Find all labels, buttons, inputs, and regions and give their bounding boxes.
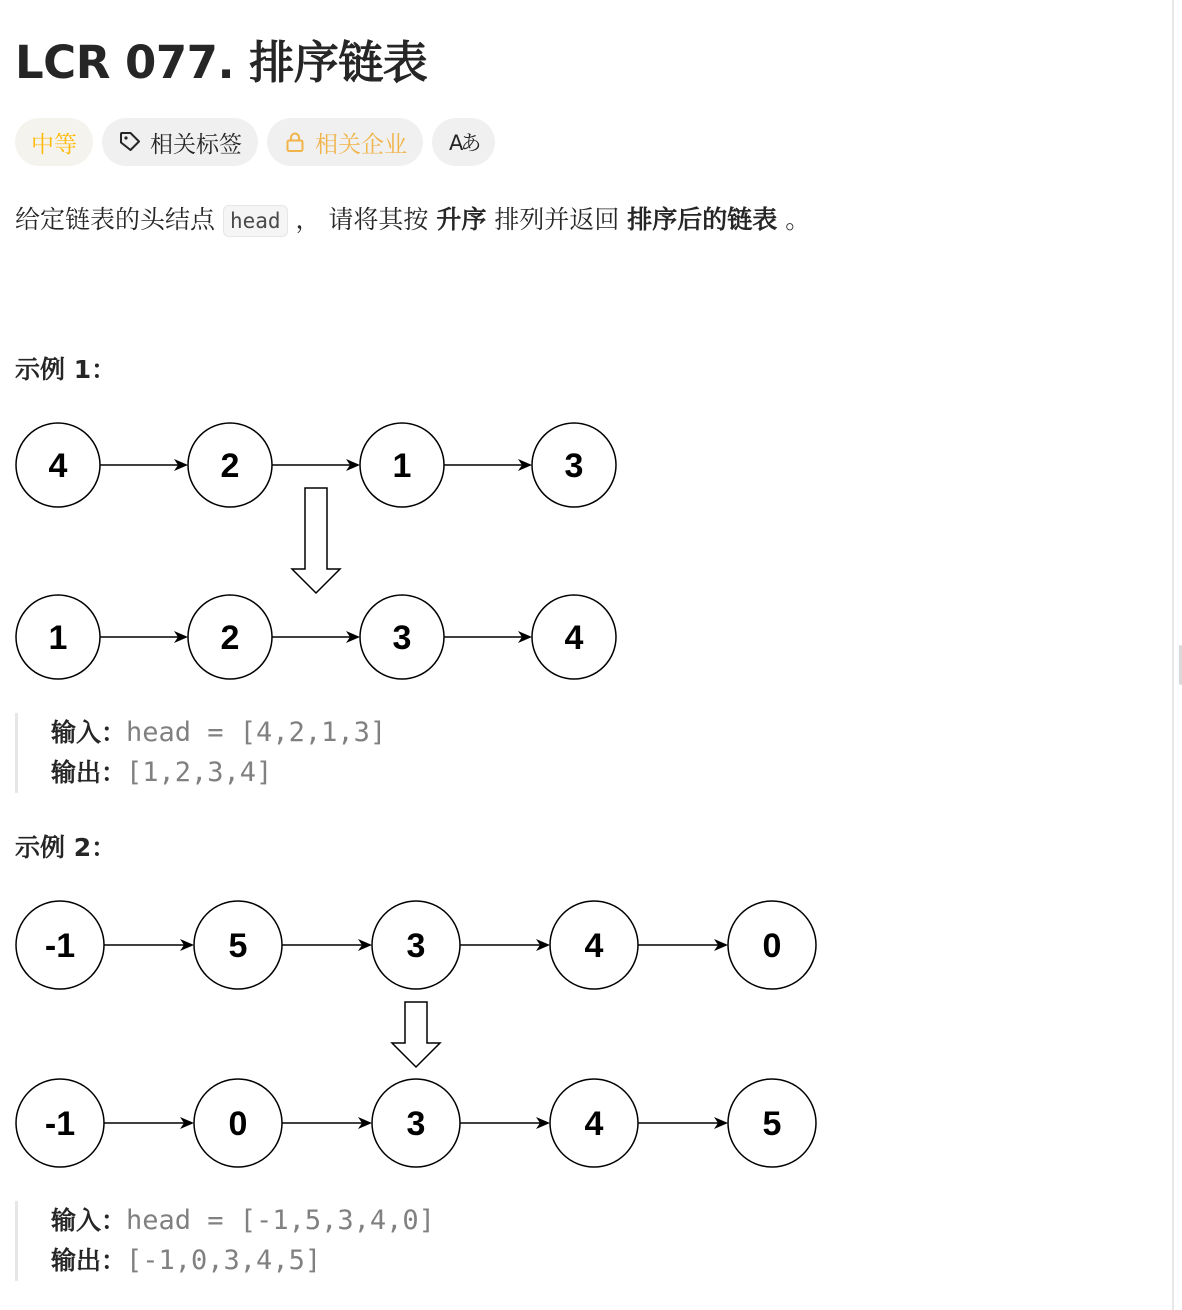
node-value: 3 <box>392 619 412 657</box>
output-value: [1,2,3,4] <box>126 757 273 788</box>
related-companies-label: 相关企业 <box>315 131 407 158</box>
node-value: 2 <box>220 619 240 657</box>
sort-transform-arrow <box>292 488 340 593</box>
node-value: -1 <box>44 927 76 965</box>
next-pointer-arrow <box>638 939 728 951</box>
tag-icon <box>118 130 142 154</box>
before-node <box>550 901 638 989</box>
next-pointer-arrow <box>272 459 360 471</box>
output-value: [-1,0,3,4,5] <box>126 1245 322 1276</box>
output-label: 输出： <box>51 758 127 787</box>
next-pointer-arrow <box>100 459 188 471</box>
before-node <box>194 901 282 989</box>
node-value: 0 <box>228 1105 248 1143</box>
before-node <box>360 423 444 507</box>
node-value: 3 <box>406 1105 426 1143</box>
after-node <box>550 1079 638 1167</box>
after-node <box>16 1079 104 1167</box>
statement-text: 排列并返回 <box>486 205 628 234</box>
node-value: 2 <box>220 447 240 485</box>
node-value: 4 <box>564 619 584 657</box>
sort-transform-arrow <box>392 1002 440 1067</box>
next-pointer-arrow <box>100 631 188 643</box>
example-2-diagram <box>15 896 835 1174</box>
before-node <box>532 423 616 507</box>
related-tags-button[interactable] <box>102 118 258 166</box>
after-node <box>728 1079 816 1167</box>
before-node <box>372 901 460 989</box>
example-1-title: 示例 1： <box>15 355 117 384</box>
node-value: 1 <box>48 619 68 657</box>
next-pointer-arrow <box>444 459 532 471</box>
example-1-io <box>15 713 386 793</box>
next-pointer-arrow <box>272 631 360 643</box>
statement-bold: 排序后的链表 <box>627 205 778 234</box>
before-node <box>188 423 272 507</box>
panel-divider[interactable] <box>1172 0 1174 1310</box>
related-companies-button[interactable] <box>267 118 423 166</box>
next-pointer-arrow <box>282 1117 372 1129</box>
node-value: 1 <box>392 447 412 485</box>
next-pointer-arrow <box>460 939 550 951</box>
translate-button[interactable] <box>432 118 495 166</box>
statement-text: 。 <box>777 205 811 234</box>
problem-title: LCR 077. 排序链表 <box>15 36 428 89</box>
next-pointer-arrow <box>638 1117 728 1129</box>
node-value: 4 <box>584 927 604 965</box>
related-tags-label: 相关标签 <box>150 131 242 158</box>
node-value: 4 <box>584 1105 604 1143</box>
after-node <box>16 595 100 679</box>
next-pointer-arrow <box>444 631 532 643</box>
input-label: 输入： <box>51 718 127 747</box>
after-node <box>194 1079 282 1167</box>
next-pointer-arrow <box>104 1117 194 1129</box>
translate-icon: Aあ <box>449 131 479 155</box>
after-node <box>360 595 444 679</box>
next-pointer-arrow <box>282 939 372 951</box>
inline-code-head: head <box>223 205 288 237</box>
input-value: head = [-1,5,3,4,0] <box>126 1205 435 1236</box>
node-value: 4 <box>48 447 68 485</box>
problem-statement <box>15 200 810 241</box>
after-node <box>372 1079 460 1167</box>
statement-text: 给定链表的头结点 <box>15 205 223 234</box>
node-value: 3 <box>406 927 426 965</box>
after-node <box>188 595 272 679</box>
tag-row <box>15 118 495 166</box>
input-value: head = [4,2,1,3] <box>126 717 387 748</box>
next-pointer-arrow <box>104 939 194 951</box>
difficulty-badge: 中等 <box>15 118 93 166</box>
before-node <box>16 423 100 507</box>
node-value: 5 <box>762 1105 782 1143</box>
output-label: 输出： <box>51 1246 127 1275</box>
node-value: -1 <box>44 1105 76 1143</box>
statement-text: ， 请将其按 <box>287 205 437 234</box>
before-node <box>728 901 816 989</box>
input-label: 输入： <box>51 1206 127 1235</box>
node-value: 5 <box>228 927 248 965</box>
lock-icon <box>283 130 307 154</box>
before-node <box>16 901 104 989</box>
example-1-diagram <box>15 418 635 686</box>
node-value: 0 <box>762 927 782 965</box>
node-value: 3 <box>564 447 584 485</box>
after-node <box>532 595 616 679</box>
example-2-title: 示例 2： <box>15 833 117 862</box>
example-2-io <box>15 1201 435 1281</box>
next-pointer-arrow <box>460 1117 550 1129</box>
statement-bold: 升序 <box>436 205 487 234</box>
